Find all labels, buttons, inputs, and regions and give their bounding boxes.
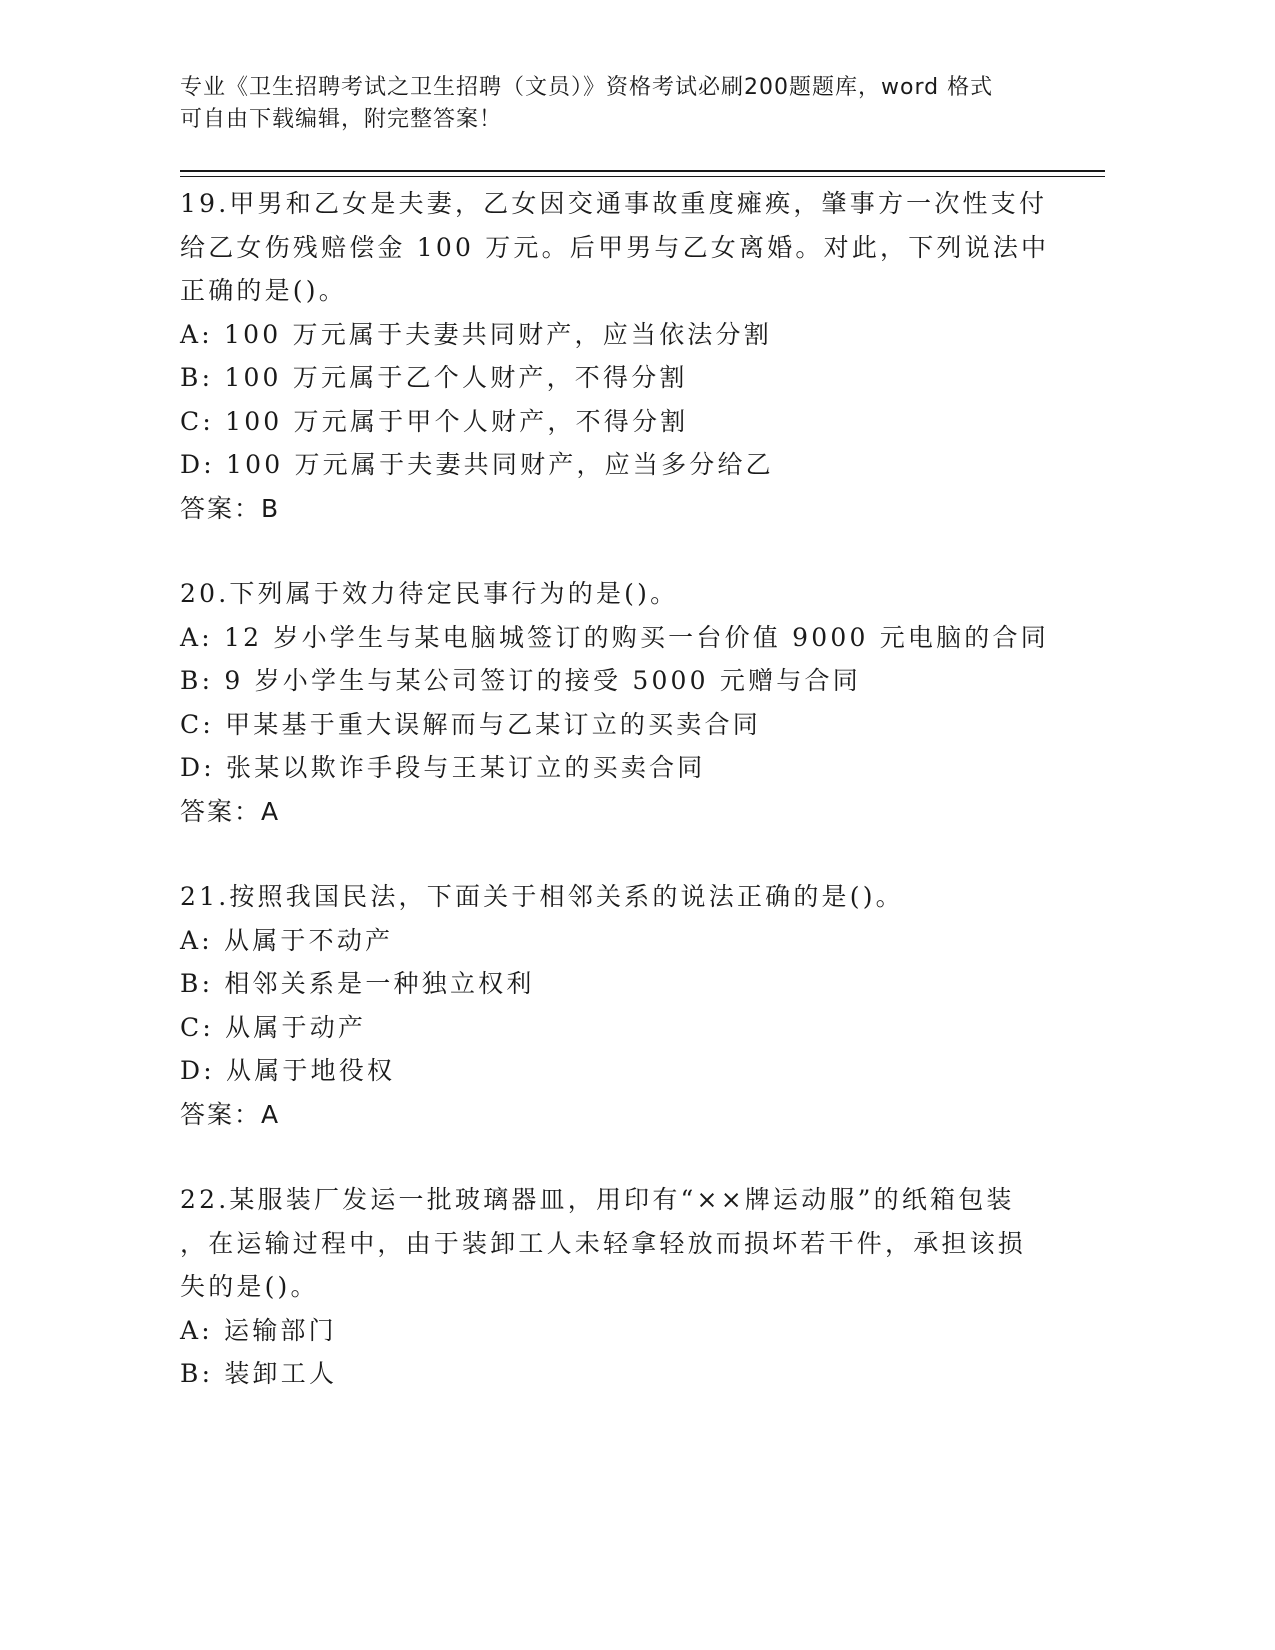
answer-line: 答案：B: [180, 493, 281, 523]
option-b: B: 相邻关系是一种独立权利: [180, 969, 535, 998]
header-rule-thick: [180, 170, 1105, 172]
answer-line: 答案：A: [180, 796, 281, 826]
option-b: B: 9 岁小学生与某公司签订的接受 5000 元赠与合同: [180, 666, 861, 695]
header-rule-thin: [180, 176, 1105, 177]
document-header: [180, 72, 1040, 136]
option-b: B: 装卸工人: [180, 1359, 338, 1388]
option-d: D: 张某以欺诈手段与王某订立的买卖合同: [180, 753, 706, 782]
option-c: C: 从属于动产: [180, 1012, 367, 1042]
question-21: [180, 875, 1080, 1136]
question-stem: 19.甲男和乙女是夫妻，乙女因交通事故重度瘫痪，肇事方一次性支付: [180, 189, 1048, 218]
option-a: A: 从属于不动产: [180, 925, 394, 955]
question-stem: 22.某服装厂发运一批玻璃器皿，用印有“××牌运动服”的纸箱包装: [180, 1185, 1015, 1214]
option-a: A: 100 万元属于夫妻共同财产，应当依法分割: [180, 319, 772, 349]
option-d: D: 100 万元属于夫妻共同财产，应当多分给乙: [180, 450, 774, 479]
question-20: [180, 572, 1080, 833]
option-a: A: 运输部门: [180, 1315, 337, 1345]
question-stem: 失的是()。: [180, 1272, 319, 1301]
question-stem: ，在运输过程中，由于装卸工人未轻拿轻放而损坏若干件，承担该损: [180, 1228, 1027, 1258]
option-c: C: 甲某基于重大误解而与乙某订立的买卖合同: [180, 709, 761, 739]
option-a: A: 12 岁小学生与某电脑城签订的购买一台价值 9000 元电脑的合同: [180, 622, 1049, 652]
question-19: [180, 182, 1080, 530]
option-d: D: 从属于地役权: [180, 1056, 396, 1085]
header-line-2: 可自由下载编辑，附完整答案！: [180, 107, 503, 132]
header-line-1: 专业《卫生招聘考试之卫生招聘（文员）》资格考试必刷200题题库，word 格式: [180, 75, 994, 100]
option-b: B: 100 万元属于乙个人财产，不得分割: [180, 363, 688, 392]
option-c: C: 100 万元属于甲个人财产，不得分割: [180, 406, 689, 436]
question-stem: 正确的是()。: [180, 276, 347, 305]
question-stem: 20.下列属于效力待定民事行为的是()。: [180, 579, 679, 608]
question-stem: 给乙女伤残赔偿金 100 万元。后甲男与乙女离婚。对此，下列说法中: [180, 232, 1050, 262]
question-stem: 21.按照我国民法，下面关于相邻关系的说法正确的是()。: [180, 882, 904, 911]
question-list: [180, 182, 1080, 1438]
question-22: [180, 1178, 1080, 1396]
answer-line: 答案：A: [180, 1099, 281, 1129]
